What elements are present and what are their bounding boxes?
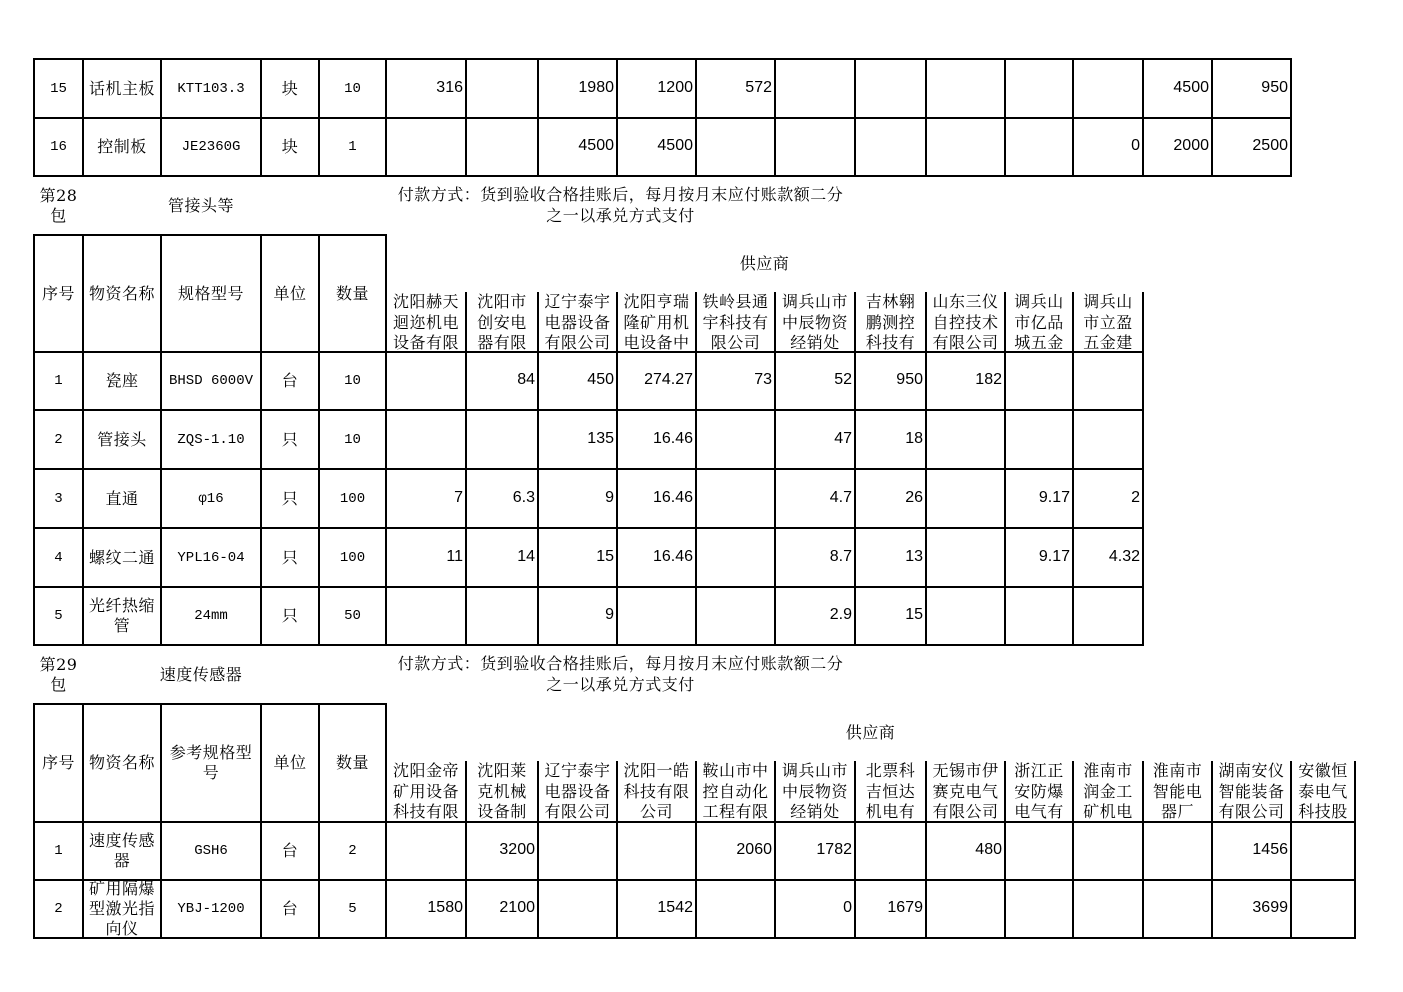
- header-supplier-name: 辽宁泰宇 电器设备 有限公司: [537, 761, 618, 823]
- quoted-price-cell: [695, 586, 776, 646]
- quoted-price-cell: [774, 58, 856, 119]
- header-quantity: 数量: [318, 703, 387, 823]
- header-supplier-name: 沈阳莱 克机械 设备制: [465, 761, 539, 823]
- header-supplier-group: 供应商: [739, 254, 790, 273]
- material-name-cell: 矿用隔爆 型激光指 向仪: [82, 879, 162, 939]
- quoted-price-cell: [385, 351, 467, 411]
- header-supplier-name: 辽宁泰宇 电器设备 有限公司: [537, 292, 618, 353]
- header-supplier-name: 北票科 吉恒达 机电有: [854, 761, 927, 823]
- header-supplier-name: 山东三仪 自控技术 有限公司: [925, 292, 1006, 353]
- quoted-price-cell: [925, 586, 1006, 646]
- quoted-price-cell: 16.46: [616, 409, 697, 470]
- quoted-price-cell: 9.17: [1004, 468, 1074, 529]
- header-supplier-name: 浙江正 安防爆 电气有: [1004, 761, 1074, 823]
- quoted-price-cell: [465, 58, 539, 119]
- quoted-price-cell: 73: [695, 351, 776, 411]
- unit-cell: 台: [260, 879, 320, 939]
- quoted-price-cell: 18: [854, 409, 927, 470]
- quoted-price-cell: [925, 117, 1006, 177]
- header-unit: 单位: [260, 703, 320, 823]
- header-row-number: 序号: [33, 234, 84, 353]
- header-quantity: 数量: [318, 234, 387, 353]
- quoted-price-cell: [1142, 879, 1213, 939]
- material-name-cell: 管接头: [82, 409, 162, 470]
- quoted-price-cell: 15: [537, 527, 618, 588]
- quoted-price-cell: [537, 879, 618, 939]
- quantity-cell: 2: [318, 821, 387, 881]
- spec-model-cell: 24mm: [160, 586, 262, 646]
- quoted-price-cell: [1072, 586, 1144, 646]
- quoted-price-cell: 450: [537, 351, 618, 411]
- unit-cell: 只: [260, 468, 320, 529]
- row-number-cell: 15: [33, 58, 84, 119]
- quoted-price-cell: [925, 409, 1006, 470]
- quoted-price-cell: [695, 468, 776, 529]
- quoted-price-cell: [854, 821, 927, 881]
- row-number-cell: 4: [33, 527, 84, 588]
- quoted-price-cell: [1072, 821, 1144, 881]
- quoted-price-cell: 0: [1072, 117, 1144, 177]
- quoted-price-cell: 572: [695, 58, 776, 119]
- quoted-price-cell: 0: [774, 879, 856, 939]
- quoted-price-cell: 1456: [1211, 821, 1292, 881]
- unit-cell: 台: [260, 821, 320, 881]
- quoted-price-cell: 6.3: [465, 468, 539, 529]
- quoted-price-cell: [616, 586, 697, 646]
- quoted-price-cell: [1004, 586, 1074, 646]
- quoted-price-cell: 480: [925, 821, 1006, 881]
- quoted-price-cell: 2060: [695, 821, 776, 881]
- unit-cell: 块: [260, 117, 320, 177]
- quoted-price-cell: 1542: [616, 879, 697, 939]
- package-title: 管接头等: [167, 195, 234, 215]
- quoted-price-cell: 13: [854, 527, 927, 588]
- quoted-price-cell: 52: [774, 351, 856, 411]
- unit-cell: 台: [260, 351, 320, 411]
- header-unit: 单位: [260, 234, 320, 353]
- header-supplier-name: 沈阳亨瑞 隆矿用机 电设备中: [616, 292, 697, 353]
- row-number-cell: 1: [33, 821, 84, 881]
- spec-model-cell: YPL16-04: [160, 527, 262, 588]
- quoted-price-cell: [695, 409, 776, 470]
- quoted-price-cell: 2.9: [774, 586, 856, 646]
- quoted-price-cell: [1072, 879, 1144, 939]
- quoted-price-cell: [1142, 821, 1213, 881]
- material-name-cell: 螺纹二通: [82, 527, 162, 588]
- quantity-cell: 10: [318, 351, 387, 411]
- quoted-price-cell: [385, 821, 467, 881]
- quoted-price-cell: 950: [1211, 58, 1292, 119]
- header-supplier-name: 调兵山 市立盈 五金建: [1072, 292, 1144, 353]
- quoted-price-cell: [465, 117, 539, 177]
- quoted-price-cell: [925, 879, 1006, 939]
- quoted-price-cell: [695, 879, 776, 939]
- row-number-cell: 16: [33, 117, 84, 177]
- header-supplier-name: 调兵山 市亿品 城五金: [1004, 292, 1074, 353]
- header-supplier-name: 鞍山市中 控自动化 工程有限: [695, 761, 776, 823]
- quoted-price-cell: [1004, 821, 1074, 881]
- material-name-cell: 瓷座: [82, 351, 162, 411]
- header-spec-model: 规格型号: [160, 234, 262, 353]
- quoted-price-cell: [925, 58, 1006, 119]
- quoted-price-cell: 1580: [385, 879, 467, 939]
- payment-terms: 付款方式：货到验收合格挂账后，每月按月末应付账款额二分 之一以承兑方式支付: [397, 185, 844, 225]
- quoted-price-cell: [465, 586, 539, 646]
- header-supplier-name: 调兵山市 中辰物资 经销处: [774, 292, 856, 353]
- header-supplier-name: 安徽恒 泰电气 科技股: [1290, 761, 1356, 823]
- quoted-price-cell: 9: [537, 586, 618, 646]
- header-supplier-name: 沈阳一皓 科技有限 公司: [616, 761, 697, 823]
- quoted-price-cell: 16.46: [616, 527, 697, 588]
- quoted-price-cell: [1290, 879, 1356, 939]
- quoted-price-cell: [854, 58, 927, 119]
- quoted-price-cell: [854, 117, 927, 177]
- header-supplier-name: 铁岭县通 宇科技有 限公司: [695, 292, 776, 353]
- quoted-price-cell: 4.7: [774, 468, 856, 529]
- quoted-price-cell: 1200: [616, 58, 697, 119]
- spec-model-cell: YBJ-1200: [160, 879, 262, 939]
- header-supplier-group: 供应商: [845, 723, 896, 742]
- quoted-price-cell: 1679: [854, 879, 927, 939]
- quoted-price-cell: 11: [385, 527, 467, 588]
- spec-model-cell: BHSD 6000V: [160, 351, 262, 411]
- quoted-price-cell: 84: [465, 351, 539, 411]
- spec-model-cell: ZQS-1.10: [160, 409, 262, 470]
- unit-cell: 块: [260, 58, 320, 119]
- quoted-price-cell: [1004, 351, 1074, 411]
- quoted-price-cell: 2: [1072, 468, 1144, 529]
- quoted-price-cell: [385, 409, 467, 470]
- row-number-cell: 2: [33, 879, 84, 939]
- quoted-price-cell: [695, 117, 776, 177]
- quantity-cell: 100: [318, 527, 387, 588]
- quoted-price-cell: 3699: [1211, 879, 1292, 939]
- quoted-price-cell: 2100: [465, 879, 539, 939]
- row-number-cell: 2: [33, 409, 84, 470]
- quoted-price-cell: [925, 468, 1006, 529]
- header-spec-model: 参考规格型 号: [160, 703, 262, 823]
- quoted-price-cell: [1004, 117, 1074, 177]
- quoted-price-cell: [537, 821, 618, 881]
- quantity-cell: 10: [318, 409, 387, 470]
- quoted-price-cell: [465, 409, 539, 470]
- row-number-cell: 3: [33, 468, 84, 529]
- quoted-price-cell: [1072, 58, 1144, 119]
- header-supplier-name: 湖南安仪 智能装备 有限公司: [1211, 761, 1292, 823]
- header-supplier-name: 无锡市伊 赛克电气 有限公司: [925, 761, 1006, 823]
- header-material-name: 物资名称: [82, 703, 162, 823]
- spec-model-cell: KTT103.3: [160, 58, 262, 119]
- quantity-cell: 50: [318, 586, 387, 646]
- quoted-price-cell: 182: [925, 351, 1006, 411]
- quoted-price-cell: 9: [537, 468, 618, 529]
- row-number-cell: 5: [33, 586, 84, 646]
- quoted-price-cell: 7: [385, 468, 467, 529]
- package-number-label: 第29 包: [39, 654, 78, 694]
- quoted-price-cell: 950: [854, 351, 927, 411]
- quoted-price-cell: 274.27: [616, 351, 697, 411]
- quoted-price-cell: [385, 586, 467, 646]
- header-supplier-name: 吉林翱 鹏测控 科技有: [854, 292, 927, 353]
- unit-cell: 只: [260, 409, 320, 470]
- quoted-price-cell: [1072, 409, 1144, 470]
- spec-model-cell: φ16: [160, 468, 262, 529]
- quoted-price-cell: 2000: [1142, 117, 1213, 177]
- quoted-price-cell: 4500: [537, 117, 618, 177]
- header-supplier-name: 淮南市 润金工 矿机电: [1072, 761, 1144, 823]
- material-name-cell: 速度传感 器: [82, 821, 162, 881]
- spec-model-cell: GSH6: [160, 821, 262, 881]
- package-title: 速度传感器: [159, 664, 243, 684]
- quoted-price-cell: [695, 527, 776, 588]
- quoted-price-cell: 15: [854, 586, 927, 646]
- payment-terms: 付款方式：货到验收合格挂账后，每月按月末应付账款额二分 之一以承兑方式支付: [397, 654, 844, 694]
- quoted-price-cell: 14: [465, 527, 539, 588]
- quoted-price-cell: [774, 117, 856, 177]
- spec-model-cell: JE2360G: [160, 117, 262, 177]
- header-supplier-name: 沈阳金帝 矿用设备 科技有限: [385, 761, 467, 823]
- header-supplier-name: 沈阳赫天 迴迩机电 设备有限: [385, 292, 467, 353]
- header-material-name: 物资名称: [82, 234, 162, 353]
- quoted-price-cell: [1290, 821, 1356, 881]
- material-name-cell: 光纤热缩 管: [82, 586, 162, 646]
- header-supplier-name: 淮南市 智能电 器厂: [1142, 761, 1213, 823]
- quantity-cell: 1: [318, 117, 387, 177]
- quoted-price-cell: [1004, 58, 1074, 119]
- quoted-price-cell: [385, 117, 467, 177]
- quoted-price-cell: 316: [385, 58, 467, 119]
- quoted-price-cell: 2500: [1211, 117, 1292, 177]
- quoted-price-cell: 4500: [1142, 58, 1213, 119]
- material-name-cell: 控制板: [82, 117, 162, 177]
- header-supplier-name: 沈阳市 创安电 器有限: [465, 292, 539, 353]
- quoted-price-cell: [925, 527, 1006, 588]
- quoted-price-cell: 9.17: [1004, 527, 1074, 588]
- quoted-price-cell: [1072, 351, 1144, 411]
- header-row-number: 序号: [33, 703, 84, 823]
- quoted-price-cell: 47: [774, 409, 856, 470]
- quoted-price-cell: 3200: [465, 821, 539, 881]
- row-number-cell: 1: [33, 351, 84, 411]
- unit-cell: 只: [260, 527, 320, 588]
- quoted-price-cell: 1782: [774, 821, 856, 881]
- quoted-price-cell: 4.32: [1072, 527, 1144, 588]
- quoted-price-cell: 1980: [537, 58, 618, 119]
- unit-cell: 只: [260, 586, 320, 646]
- quoted-price-cell: 8.7: [774, 527, 856, 588]
- quoted-price-cell: [1004, 879, 1074, 939]
- quoted-price-cell: 135: [537, 409, 618, 470]
- package-number-label: 第28 包: [39, 185, 78, 225]
- quoted-price-cell: 26: [854, 468, 927, 529]
- quoted-price-cell: 16.46: [616, 468, 697, 529]
- quoted-price-cell: 4500: [616, 117, 697, 177]
- quantity-cell: 10: [318, 58, 387, 119]
- quantity-cell: 5: [318, 879, 387, 939]
- header-supplier-name: 调兵山市 中辰物资 经销处: [774, 761, 856, 823]
- quantity-cell: 100: [318, 468, 387, 529]
- quoted-price-cell: [1004, 409, 1074, 470]
- quoted-price-cell: [616, 821, 697, 881]
- material-name-cell: 话机主板: [82, 58, 162, 119]
- material-name-cell: 直通: [82, 468, 162, 529]
